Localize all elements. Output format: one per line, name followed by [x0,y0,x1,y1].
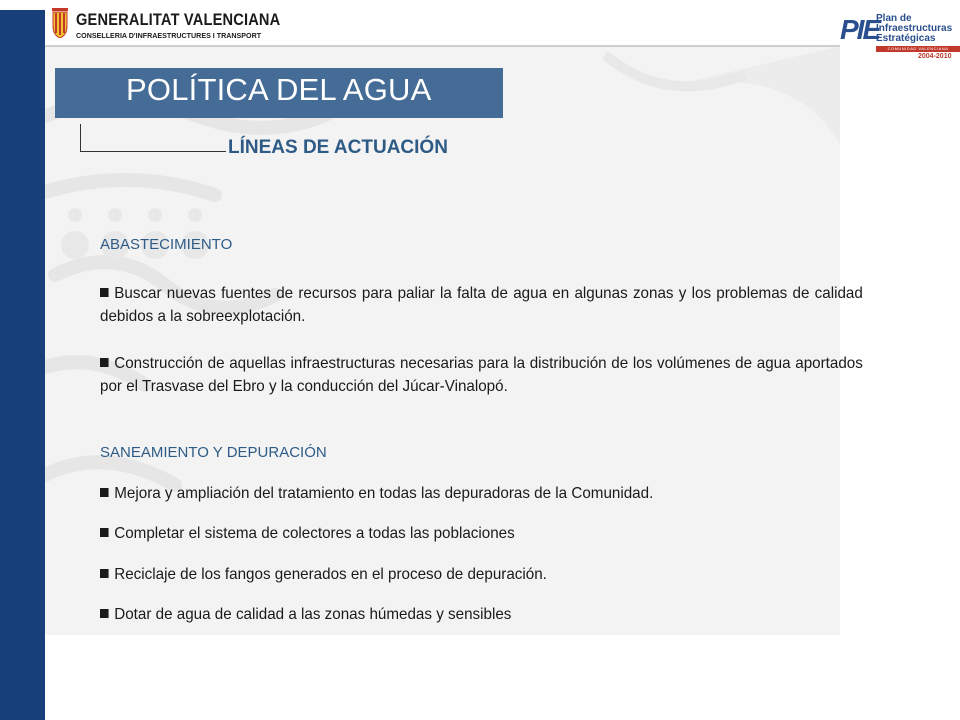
header-divider [45,45,840,47]
pie-logo-line-2: Infraestructuras [876,23,953,34]
square-bullet-icon [100,528,109,537]
square-bullet-icon [100,569,109,578]
list-item-text: Mejora y ampliación del tratamiento en todas las depuradoras de la Comunidad. [114,485,654,502]
list-item-text: Buscar nuevas fuentes de recursos para paliar la falta de agua en algunas zonas y los problemas de calidad debidos a la sobreexplotación. [100,285,863,325]
section-heading-saneamiento: SANEAMIENTO Y DEPURACIÓN [100,444,327,461]
pie-logo-line-3: Estratégicas [876,33,936,44]
subtitle-bracket-vertical [80,124,81,152]
pie-logo-text [876,14,960,44]
list-item-text: Completar el sistema de colectores a todas las poblaciones [114,525,515,542]
pie-logo-strip: COMUNIDAD VALENCIANA [876,46,960,52]
page-title: POLÍTICA DEL AGUA [126,72,432,107]
pie-logo-line-1: Plan de [876,13,912,24]
list-item [100,606,511,624]
left-side-band [0,0,45,720]
list-item-text: Reciclaje de los fangos generados en el proceso de depuración. [114,566,547,583]
page-subtitle: LÍNEAS DE ACTUACIÓN [228,137,448,158]
square-bullet-icon [100,488,109,497]
list-item [100,525,515,543]
pie-plan-logo [838,10,960,68]
generalitat-valenciana-logo [50,8,280,42]
coat-of-arms-watermark [45,45,840,635]
conselleria-name: CONSELLERIA D'INFRAESTRUCTURES I TRANSPORT [76,31,262,40]
pie-logo-mark: PIE [840,14,880,45]
list-item [100,566,547,584]
list-item-text: Dotar de agua de calidad a las zonas húmedas y sensibles [114,606,512,623]
list-item [100,485,653,503]
list-item-text: Construcción de aquellas infraestructuras necesarias para la distribución de los volúmenes de agua aportados por el Trasvase del Ebro y la conducción del Júcar-Vinalopó. [100,355,863,395]
section-heading-abastecimiento: ABASTECIMIENTO [100,236,233,253]
square-bullet-icon [100,288,109,297]
square-bullet-icon [100,358,109,367]
generalitat-name: GENERALITAT VALENCIANA [76,10,281,29]
subtitle-bracket-horizontal [80,151,226,152]
list-item [100,352,863,398]
generalitat-emblem-icon [50,8,70,38]
square-bullet-icon [100,609,109,618]
pie-logo-years: 2004-2010 [918,53,952,60]
list-item [100,282,863,328]
